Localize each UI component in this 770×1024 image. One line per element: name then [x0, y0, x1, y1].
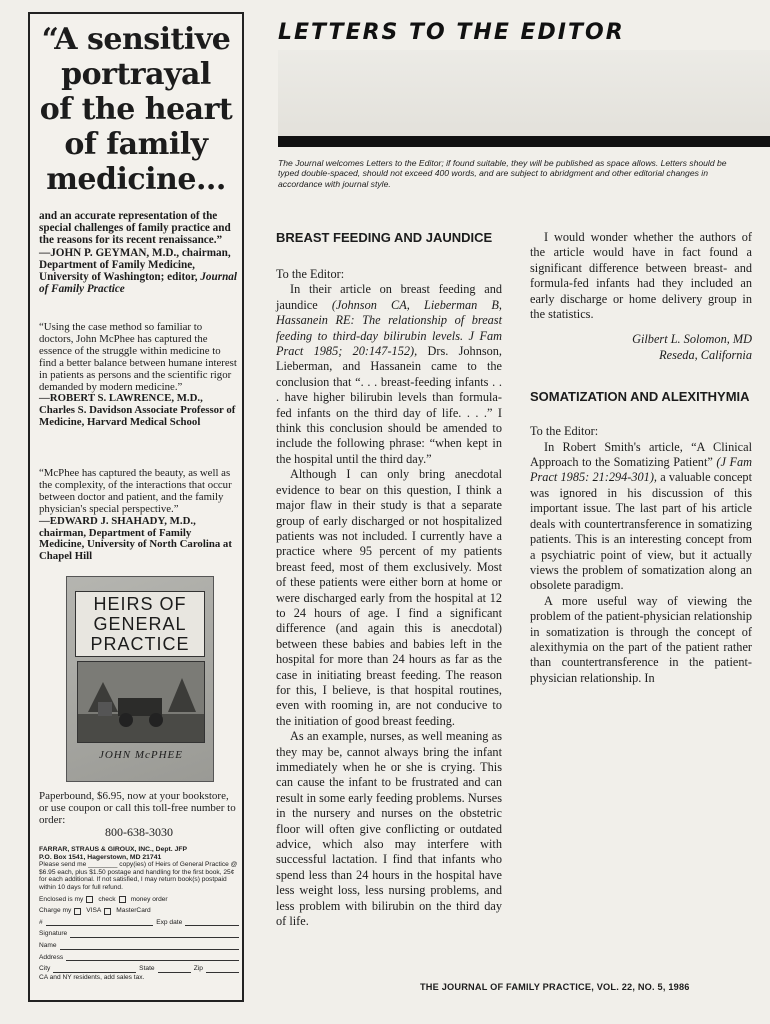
- exp-date-field[interactable]: [185, 919, 239, 926]
- zip-field[interactable]: [206, 966, 239, 973]
- coupon-enclosed-label: Enclosed is my: [39, 895, 84, 903]
- ad-intro-attr-name: —JOHN P. GEYMAN, M.D.,: [39, 246, 180, 259]
- coupon-card-label: #: [39, 918, 43, 926]
- masthead-background: [278, 50, 770, 136]
- address-field[interactable]: [66, 954, 239, 961]
- coupon-city-row: [39, 965, 239, 973]
- ad-order-text: Paperbound, $6.95, now at your bookstore, or use coupon or call this toll-free number to order:: [39, 790, 236, 826]
- coupon-check-label: check: [98, 895, 116, 903]
- page-footer: THE JOURNAL OF FAMILY PRACTICE, VOL. 22, NO. 5, 1986: [420, 982, 690, 992]
- money-order-checkbox[interactable]: [119, 896, 126, 903]
- letter-paragraph: [276, 282, 502, 467]
- letter-salutation: To the Editor:: [530, 424, 599, 439]
- ad-headline-line: “A sensitive: [41, 22, 231, 57]
- ad-quote-text: “McPhee has captured the beauty, as well as the complexity, of the interactions that occur between doctor and patient, and the family physician's special perspective.”: [39, 467, 232, 515]
- letter-title-breast-feeding: BREAST FEEDING AND JAUNDICE: [276, 230, 493, 245]
- article-column-left: [276, 230, 502, 929]
- coupon-payment-row: [39, 896, 239, 904]
- ad-phone-number: 800-638-3030: [105, 825, 173, 839]
- coupon-address-label: Address: [39, 953, 64, 961]
- signature-place: Reseda, California: [659, 347, 752, 362]
- ad-quote-attribution: —EDWARD J. SHAHADY, M.D., chairman, Department of Family Medicine, University of North Carolina at Chapel Hill: [39, 514, 232, 563]
- signature-field[interactable]: [70, 931, 239, 938]
- paragraph-text: In Robert Smith's article, “A Clinical Approach to the Somatizing Patient”: [530, 439, 752, 470]
- coupon-visa-label: VISA: [86, 907, 102, 915]
- ad-quote-text: “Using the case method so familiar to doctors, John McPhee has captured the essence of the struggle within medicine to find a better balance between humane interest in patients as persons and the scientific rigor demanded by modern medicine.”: [39, 321, 237, 393]
- order-coupon: [39, 846, 239, 981]
- book-cover-image: [66, 576, 214, 782]
- coupon-text: Please send me ________ copy(ies) of Heirs of General Practice @ $6.95 each, plus $1.50 postage and handling for the first book, 25¢ for each additional. If not satisfied, I may return book(s) postpaid within 10 days for full refund.: [39, 861, 238, 891]
- ad-headline: [30, 22, 242, 197]
- ad-intro-text: and an accurate representation of the special challenges of family practice and the reasons for its recent renaissance.”: [39, 210, 231, 247]
- book-title-line: HEIRS OF: [93, 594, 187, 614]
- coupon-mastercard-label: MasterCard: [116, 907, 151, 915]
- card-number-field[interactable]: [46, 919, 154, 926]
- check-checkbox[interactable]: [86, 896, 93, 903]
- ad-intro: [39, 210, 239, 295]
- book-title-line: PRACTICE: [90, 634, 190, 654]
- coupon-tax-note: CA and NY residents, add sales tax.: [39, 973, 145, 981]
- ad-quote-attribution: —ROBERT S. LAWRENCE, M.D., Charles S. Davidson Associate Professor of Medicine, Harvard Medical School: [39, 392, 236, 429]
- letter-paragraph: Although I can only bring anecdotal evidence to bear on this question, I think a major flaw in their study is that a separate group of early discharged or not hospitalized patients was not included. I currently have a practice where 95 percent of my patients breast feed, most of them exclusively. Most of these patients were either born at home or were discharged early from the hospital at 12 to 24 hours of age. I find a significant difference (and again this is anecdotal) between these babies and babies left in the hospital for more than 24 hours as far as the case in initiating breast feeding. The reason for this, I believe, is that hospital routines, even with rooming in, are not conducive to the initiation of good breast feeding.: [276, 467, 502, 728]
- article-column-right: [530, 230, 752, 686]
- letter-paragraph: A more useful way of viewing the problem of the patient-physician relationship in somatization is through the concept of alexithymia on the part of the patient rather than countertransference in the patient-physician relationship. In: [530, 593, 752, 685]
- ad-quote-lawrence: [39, 322, 239, 429]
- section-heading: LETTERS TO THE EDITOR: [278, 20, 625, 45]
- coupon-charge-label: Charge my: [39, 907, 72, 915]
- coupon-charge-row: [39, 907, 239, 915]
- book-title-line: GENERAL: [93, 614, 187, 634]
- mastercard-checkbox[interactable]: [104, 908, 111, 915]
- letter-salutation: To the Editor:: [276, 267, 345, 281]
- coupon-exp-label: Exp date: [156, 918, 183, 926]
- ad-headline-line: portrayal: [61, 57, 211, 92]
- coupon-city-label: City: [39, 965, 51, 973]
- letter-signature: [530, 332, 752, 363]
- ad-headline-line: of family: [64, 127, 208, 162]
- letter-paragraph: [530, 440, 752, 594]
- signature-name: Gilbert L. Solomon, MD: [632, 332, 752, 347]
- letter-title-somatization: SOMATIZATION AND ALEXITHYMIA: [530, 389, 750, 405]
- state-field[interactable]: [158, 966, 191, 973]
- paragraph-text: Drs. Johnson, Lieberman, and Hassanein came to the conclusion that “. . . breast-feeding infants . . . have higher bilirubin levels than formula-fed infants on the third day of life. . . .” I think this conclusion should be amended to include the following phrase: “when kept in the hospital until the third day.”: [276, 344, 503, 466]
- ad-quote-shahady: [39, 468, 239, 563]
- paragraph-text: a valuable concept was ignored in his discussion of this important issue. The last part of his article deals with countertransference in somatizing patients. This is an interesting concept from a psychiatric point of view, but it actually views the problem of somatization along an obsolete paradigm.: [530, 470, 752, 593]
- ad-order-info: [39, 790, 239, 838]
- book-advertisement: [28, 12, 244, 1002]
- heading-rule: [278, 136, 770, 147]
- editorial-notice: The Journal welcomes Letters to the Editor; if found suitable, they will be published as space allows. Letters should be typed double-spaced, should not exceed 400 words, and are subject to abridgment and other editorial changes in accordance with journal style.: [278, 158, 727, 189]
- book-cover-title: [75, 591, 205, 657]
- coupon-publisher: FARRAR, STRAUS & GIROUX, INC., Dept. JFP: [39, 846, 188, 853]
- ad-intro-attr-source: Journal of Family Practice: [39, 271, 237, 296]
- coupon-card-row: [39, 919, 239, 927]
- coupon-signature-label: Signature: [39, 930, 68, 938]
- coupon-signature-row: [39, 930, 239, 938]
- book-cover-author: JOHN McPHEE: [98, 749, 183, 761]
- coupon-name-label: Name: [39, 941, 57, 949]
- ad-headline-line: of the heart: [39, 92, 233, 127]
- coupon-address-row: [39, 954, 239, 962]
- coupon-zip-label: Zip: [193, 965, 203, 973]
- city-field[interactable]: [53, 966, 136, 973]
- ad-intro-attr-title: chairman, Department of Family Medicine, University of Washington; editor,: [39, 246, 231, 284]
- ad-headline-line: medicine...: [46, 162, 226, 197]
- paragraph-text: In their article on breast feeding and jaundice: [276, 282, 502, 312]
- visa-checkbox[interactable]: [74, 908, 81, 915]
- coupon-state-label: State: [139, 965, 155, 973]
- coupon-money-order-label: money order: [130, 895, 168, 903]
- letter-paragraph: I would wonder whether the authors of the article would have in fact found a significant difference between breast- and formula-fed infants had they included an early discharge or home delivery group in the statistics.: [530, 230, 752, 322]
- name-field[interactable]: [60, 943, 239, 950]
- citation: (Johnson CA, Lieberman B, Hassanein RE: The relationship of breast feeding to third-day bilirubin levels. J Fam Pract 1985; 20:147-152),: [276, 297, 502, 359]
- book-cover-illustration: [77, 661, 205, 743]
- coupon-name-row: [39, 942, 239, 950]
- citation: (J Fam Pract 1985: 21:294-301),: [530, 455, 753, 485]
- letter-paragraph: As an example, nurses, as well meaning as they may be, cannot always bring the infant immediately when he or she is crying. This can cause the infant to be frustrated and can result in some early feeding problems. Nurses in the nursery and nurses on the obstetric floor will often give conflicting or outdated advice, which also may interfere with successful lactation. I find that infants who spend less than 24 hours in the hospital have less weight loss, less nursing problems, and less problem with bilirubin on the third day of life.: [276, 729, 502, 929]
- coupon-address: P.O. Box 1541, Hagerstown, MD 21741: [39, 853, 162, 861]
